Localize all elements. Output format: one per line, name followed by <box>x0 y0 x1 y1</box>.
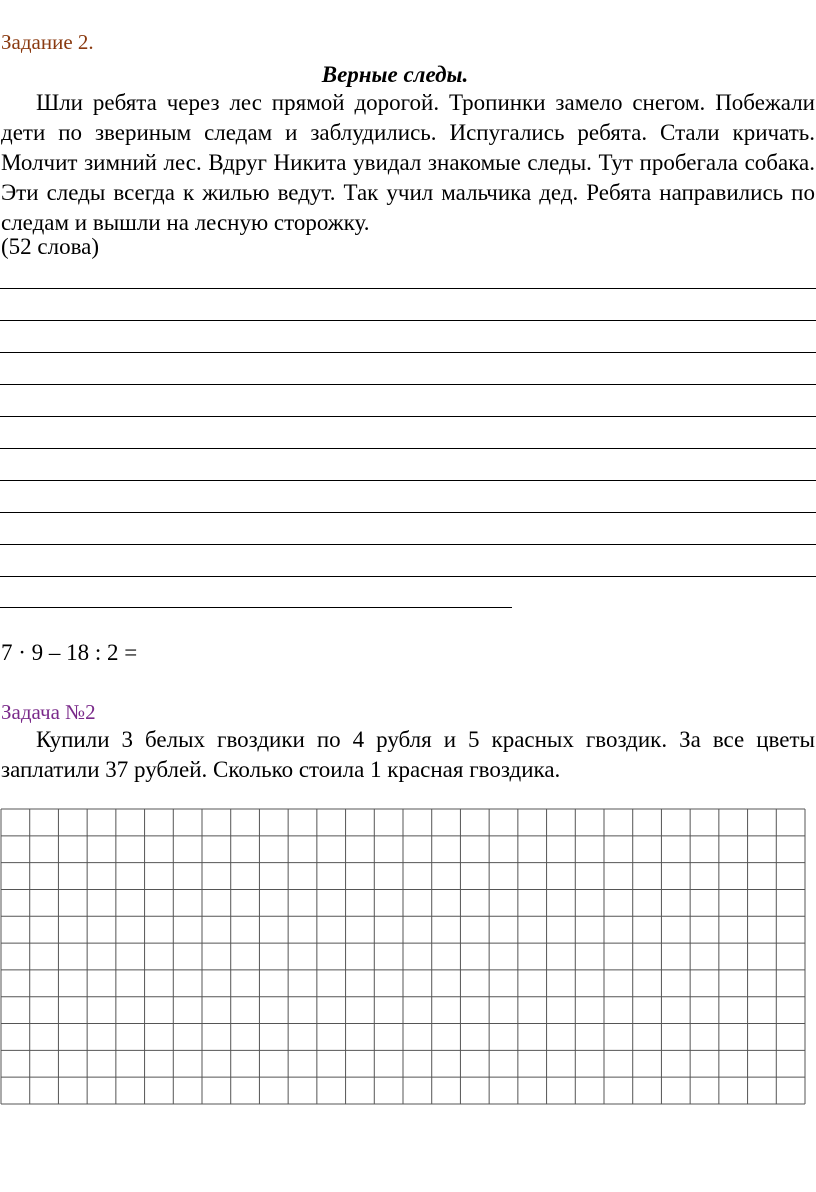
writing-line[interactable] <box>0 448 816 449</box>
writing-line[interactable] <box>0 384 816 385</box>
story-paragraph: Шли ребята через лес прямой дорогой. Тропинки замело снегом. Побежали дети по звериным следам и заблудились. Испугались ребята. Стали кричать. Молчит зимний лес. Вдруг Никита увидал знакомые следы. Тут пробегала собака. Эти следы всегда к жилью ведут. Так учил мальчика дед. Ребята направились по следам и вышли на лесную сторожку. <box>1 90 815 235</box>
story-title: Верные следы. <box>321 62 469 87</box>
word-count: (52 слова) <box>1 234 100 259</box>
writing-line[interactable] <box>0 544 816 545</box>
writing-line[interactable] <box>0 480 816 481</box>
problem-heading: Задача №2 <box>1 700 96 724</box>
task-heading: Задание 2. <box>1 30 94 54</box>
problem-paragraph: Купили 3 белых гвоздики по 4 рубля и 5 красных гвоздик. За все цветы заплатили 37 рублей. Сколько стоила 1 красная гвоздика. <box>1 727 815 782</box>
problem-text <box>1 725 815 785</box>
writing-line[interactable] <box>0 320 816 321</box>
writing-line[interactable] <box>0 352 816 353</box>
writing-line[interactable] <box>0 288 816 289</box>
writing-line[interactable] <box>0 607 512 608</box>
story-text <box>1 88 815 238</box>
writing-line[interactable] <box>0 416 816 417</box>
writing-line[interactable] <box>0 512 816 513</box>
answer-grid[interactable] <box>0 808 816 1108</box>
math-expression: 7 · 9 – 18 : 2 = <box>1 640 138 665</box>
writing-line[interactable] <box>0 576 816 577</box>
